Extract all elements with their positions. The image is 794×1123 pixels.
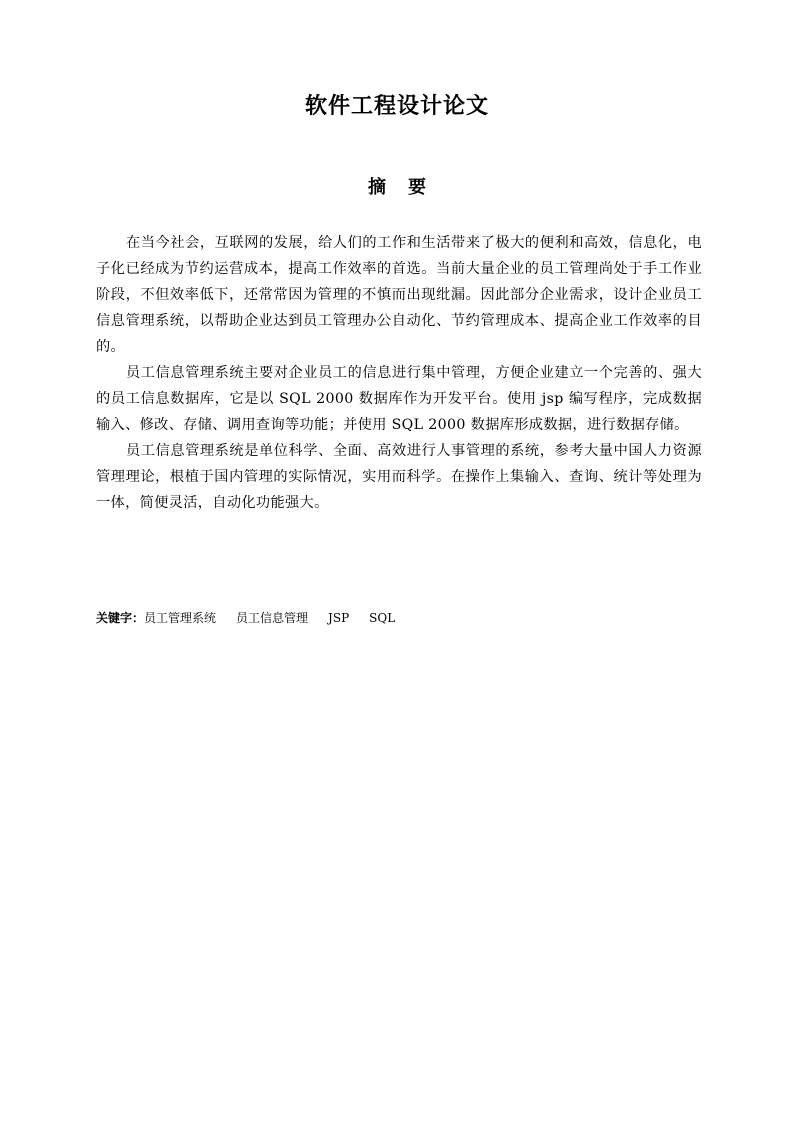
- keywords-label: 关键字：: [96, 611, 145, 625]
- abstract-heading: [0, 176, 794, 200]
- keyword-item: 员工信息管理: [236, 611, 309, 625]
- abstract-paragraph-2: 员工信息管理系统主要对企业员工的信息进行集中管理，方便企业建立一个完善的、强大的员工信息数据库，它是以 SQL 2000 数据库作为开发平台。使用 jsp 编写程序，完成数据输入、修改、存储、调用查询等功能；并使用 SQL 2000 数据库形成数据，进行数据存储。: [96, 365, 702, 433]
- keywords-line: [96, 608, 702, 628]
- abstract-heading-char-2: 要: [408, 177, 426, 198]
- abstract-heading-char-1: 摘: [368, 177, 386, 198]
- keyword-item: JSP: [328, 611, 350, 625]
- document-title: 软件工程设计论文: [304, 94, 489, 119]
- keyword-item: SQL: [369, 611, 396, 625]
- abstract-paragraph-1: 在当今社会，互联网的发展，给人们的工作和生活带来了极大的便利和高效，信息化，电子化已经成为节约运营成本，提高工作效率的首选。当前大量企业的员工管理尚处于手工作业阶段，不但效率低下，还常常因为管理的不慎而出现纰漏。因此部分企业需求，设计企业员工信息管理系统，以帮助企业达到员工管理办公自动化、节约管理成本、提高企业工作效率的目的。: [96, 235, 702, 355]
- abstract-paragraph-3: 员工信息管理系统是单位科学、全面、高效进行人事管理的系统，参考大量中国人力资源管理理论，根植于国内管理的实际情况，实用而科学。在操作上集输入、查询、统计等处理为一体，简便灵活，自动化功能强大。: [96, 443, 702, 511]
- abstract-body: [96, 230, 702, 516]
- keyword-item: 员工管理系统: [144, 611, 217, 625]
